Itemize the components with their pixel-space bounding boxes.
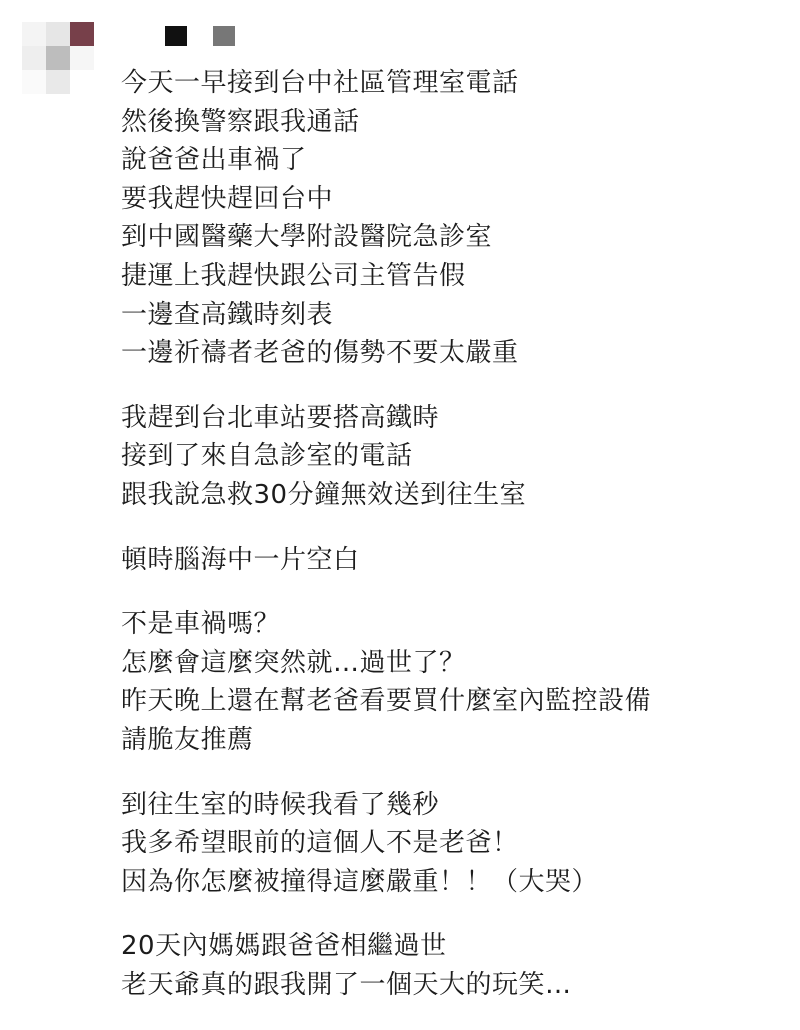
post-text-line: 到中國醫藥大學附設醫院急診室 <box>121 222 493 253</box>
avatar-pixel <box>46 22 70 46</box>
post-paragraph <box>121 927 781 1004</box>
censored-username-block[interactable] <box>165 26 187 46</box>
post-paragraph <box>121 786 781 902</box>
post-text-line: 不是車禍嗎？ <box>121 609 281 640</box>
avatar-pixel <box>70 70 94 94</box>
avatar-pixel <box>22 46 46 70</box>
post-text-line: 今天一早接到台中社區管理室電話 <box>121 68 519 98</box>
post-paragraph <box>121 541 781 580</box>
post-text <box>121 64 781 1030</box>
post-text-line: 要我趕快趕回台中 <box>121 183 334 214</box>
avatar-pixel <box>70 46 94 70</box>
post-text-line: 我多希望眼前的這個人不是老爸！ <box>121 828 519 859</box>
post-text-line: 捷運上我趕快跟公司主管告假 <box>121 260 466 291</box>
pixelated-avatar-icon[interactable] <box>22 22 97 97</box>
avatar-pixel <box>70 22 94 46</box>
post-text-line: 到往生室的時候我看了幾秒 <box>121 789 440 820</box>
avatar-pixel <box>46 46 70 70</box>
post-paragraph <box>121 399 781 515</box>
post-text-line: 說爸爸出車禍了 <box>121 145 307 176</box>
post-text-line: 接到了來自急診室的電話 <box>121 441 413 472</box>
post-text-line: 跟我說急救30分鐘無效送到往生室 <box>121 479 527 510</box>
post-text-line: 頓時腦海中一片空白 <box>121 544 360 575</box>
avatar-pixel <box>46 70 70 94</box>
post-text-line: 怎麼會這麼突然就…過世了？ <box>121 647 466 678</box>
censored-username-block[interactable] <box>213 26 235 46</box>
post-paragraph <box>121 605 781 759</box>
post-text-line: 請脆友推薦 <box>121 724 254 755</box>
post-text-line: 老天爺真的跟我開了一個天大的玩笑… <box>121 969 572 1000</box>
avatar-pixel <box>22 22 46 46</box>
post-text-line: 然後換警察跟我通話 <box>121 106 360 137</box>
avatar-pixel <box>22 70 46 94</box>
post-text-line: 昨天晚上還在幫老爸看要買什麼室內監控設備 <box>121 686 652 717</box>
post-paragraph <box>121 64 781 373</box>
post-text-line: 我趕到台北車站要搭高鐵時 <box>121 402 440 433</box>
post-text-line: 20天內媽媽跟爸爸相繼過世 <box>121 931 447 962</box>
post-text-line: 因為你怎麼被撞得這麼嚴重！！（大哭） <box>121 866 599 897</box>
post-text-line: 一邊查高鐵時刻表 <box>121 299 334 330</box>
post-text-line: 一邊祈禱者老爸的傷勢不要太嚴重 <box>121 338 519 369</box>
